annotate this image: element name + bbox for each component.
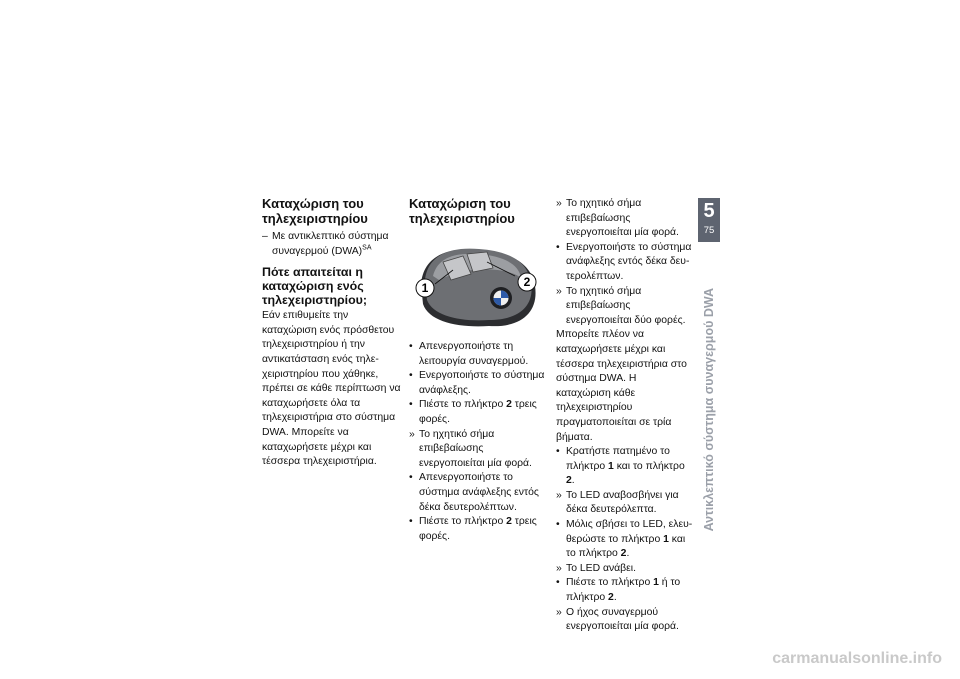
list-item-text: Μόλις σβήσει το LED, ελευθερώστε το πλήκτρο [566,519,693,545]
list-item [556,518,694,562]
option-superscript: SA [362,244,372,252]
list-item [556,241,694,285]
bullet-mark: • [409,399,413,411]
result-mark: » [556,606,562,618]
watermark: carmanualsonline.info [772,650,942,667]
chapter-tab [698,198,720,242]
list-item [556,606,694,635]
list-item [409,515,549,544]
list-item-text: Απενεργοποιήστε το σύστημα ανάφλεξης εντός δέκα δευτερολέπτων. [419,472,539,513]
list-item [409,369,549,398]
side-chapter-title-text: Αντικλεπτικό σύστημα συναγερμού DWA [702,288,716,532]
column-middle [409,197,549,544]
callout-2: 2 [523,275,531,289]
list-item-text: Ο ήχος συναγερμού ενεργοποιείται μία φορά. [566,606,679,633]
key-number: 2 [620,548,627,560]
key-fob-illustration [409,232,549,332]
key-number: 1 [608,460,614,472]
key-number: 1 [663,533,669,545]
section-heading: Καταχώριση του τηλεχειριστηρίου [409,196,515,226]
list-item-text: Το LED ανάβει. [566,562,636,574]
list-item [409,398,549,427]
column-left [262,197,402,470]
list-item-text: . [613,592,617,604]
list-item-text: Πιέστε το πλήκτρο [419,399,507,411]
dash-item [262,230,402,259]
bullet-mark: • [556,446,560,458]
list-item [409,471,549,515]
key-number: 2 [506,399,512,411]
list-item [409,340,549,369]
bullet-mark: • [409,370,413,382]
list-item-text: και το πλήκτρο [613,460,685,472]
list-item-text: Πιέστε το πλήκτρο [566,577,654,589]
result-mark: » [556,285,562,297]
list-item [556,197,694,241]
result-mark: » [409,428,415,440]
list-item-text: Ενεργοποιήστε το σύστημα ανάφλεξης. [419,370,545,396]
list-item [409,428,549,472]
result-mark: » [556,489,562,501]
list-item-text: . [626,548,630,560]
bullet-mark: • [556,241,560,253]
list-item [556,285,694,329]
list-item-text: Κρατήστε πατημένο το πλήκτρο [566,446,670,472]
bullet-mark: • [556,519,560,531]
list-item [556,445,694,489]
list-item [556,576,694,605]
callout-1: 1 [421,281,429,295]
result-mark: » [556,562,562,574]
body-paragraph: Μπορείτε πλέον να καταχωρήσετε μέχρι και τέσσερα τηλεχειριστήρια στο σύστημα DWA. Η καταχώριση κάθε τηλεχειριστηρίου πραγματοποιείται σε τρία βήματα. [556,329,687,443]
bullet-mark: • [409,516,413,528]
list-item-text: Το ηχητικό σήμα επιβεβαίωσης ενεργοποιείται μία φορά. [419,428,532,469]
intro-paragraph: Εάν επιθυμείτε την καταχώριση ενός πρόσθετου τηλεχειριστηρίου ή την αντικατάσταση ενός τηλεχειριστηρίου που χάθηκε, πρέπει σε κάθε περίπτωση να καταχωρήσετε όλα τα τηλεχειριστήρια στο σύστημα DWA. Μπορείτε να καταχωρήσετε μέχρι και τέσσερα τηλεχειριστήρια. [262,310,401,468]
page-number: 75 [703,225,715,236]
bullet-mark: • [556,577,560,589]
chapter-number: 5 [703,200,715,222]
result-mark: » [556,198,562,209]
key-fob-figure [409,232,549,332]
list-item-text: Το ηχητικό σήμα επιβεβαίωσης ενεργοποιείται μία φορά. [566,198,679,239]
column-right [556,197,694,635]
bullet-mark: • [409,341,413,352]
list-item-text: και το πλήκτρο [566,533,686,560]
key-number: 1 [653,577,659,589]
subsection-heading: Πότε απαιτείται η καταχώριση ενός τηλεχειριστηρίου; [262,265,368,308]
list-item [556,489,694,518]
list-item-text: Το ηχητικό σήμα επιβεβαίωσης ενεργοποιείται δύο φορές. [566,285,686,326]
key-number: 2 [608,592,614,604]
list-item-text: . [571,475,575,487]
list-item-text: Ενεργοποιήστε το σύστημα ανάφλεξης εντός δέκα δευτερολέπτων. [566,241,692,282]
list-item-text: ή το πλήκτρο [566,577,681,604]
list-item-text: Το LED αναβοσβήνει για δέκα δευτερόλεπτα. [566,489,679,516]
key-number: 2 [506,516,512,528]
list-item-text: τρεις φορές. [419,516,537,542]
bullet-mark: • [409,472,413,484]
key-number: 2 [566,475,572,487]
list-item-text: τρεις φορές. [419,399,537,425]
side-chapter-title [698,288,720,532]
list-item [556,562,694,577]
list-item-text: Πιέστε το πλήκτρο [419,516,507,528]
list-item-text: Απενεργοποιήστε τη λειτουργία συναγερμού. [419,341,529,367]
dash-item-text: Με αντικλεπτικό σύστημα συναγερμού (DWA) [272,231,389,257]
dash-mark: – [262,231,268,242]
section-heading: Καταχώριση του τηλεχειριστηρίου [262,196,368,226]
